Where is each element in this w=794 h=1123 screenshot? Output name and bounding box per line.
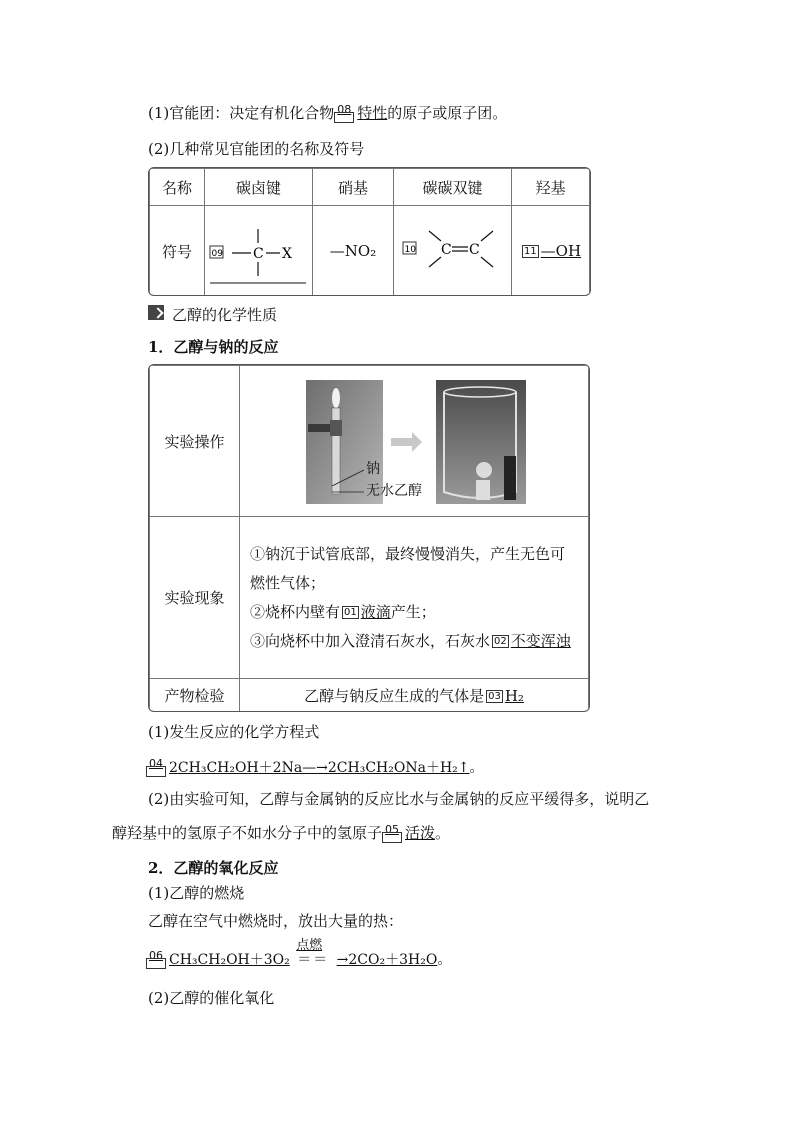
symbol-cell xyxy=(512,206,590,297)
answer-text: 特性 xyxy=(357,104,388,122)
text: 的原子或原子团。 xyxy=(387,104,508,122)
answer-text: 活泼 xyxy=(405,824,436,842)
text: 产生； xyxy=(390,602,436,621)
catalytic-oxidation-title: (2)乙醇的催化氧化 xyxy=(148,989,275,1007)
row-label: 实验操作 xyxy=(150,366,240,517)
answer-text: 2CH₃CH₂OH＋2Na—→2CH₃CH₂ONa＋H₂↑ xyxy=(169,760,470,776)
answer-number-box xyxy=(382,822,402,842)
section-arrow-icon xyxy=(148,305,164,320)
answer-number: 10 xyxy=(404,245,416,255)
svg-text:C: C xyxy=(469,242,480,258)
experiment-photo-cell xyxy=(240,366,589,517)
symbol-cell xyxy=(205,206,313,297)
answer-text: 液滴 xyxy=(360,602,391,621)
answer-number: 03 xyxy=(488,690,501,702)
answer-number-box xyxy=(146,756,166,776)
functional-group-definition xyxy=(148,102,507,124)
text: ②烧杯内壁有 xyxy=(250,602,341,621)
phenomenon-1: ①钠沉于试管底部，最终慢慢消失，产生无色可燃性气体； xyxy=(250,544,566,592)
col-name: 硝基 xyxy=(313,169,394,206)
answer-number: 01 xyxy=(344,606,357,618)
answer-number: 04 xyxy=(149,757,163,770)
answer-text: →2CO₂＋3H₂O xyxy=(336,952,438,968)
reaction-condition: 点燃 ＝＝ xyxy=(294,949,332,971)
equation-2 xyxy=(146,938,452,971)
phenomenon-3 xyxy=(250,627,578,656)
answer-number: 09 xyxy=(211,249,223,259)
subsection-title: 1．乙醇与钠的反应 xyxy=(148,338,279,356)
answer-text: H₂ xyxy=(504,686,524,705)
phenomena-cell xyxy=(240,517,589,679)
answer-number-box xyxy=(334,102,354,122)
col-name: 羟基 xyxy=(512,169,590,206)
carbon-halogen-bond-diagram xyxy=(206,209,311,289)
burn-title: (1)乙醇的燃烧 xyxy=(148,884,245,902)
text: 。 xyxy=(437,952,452,968)
phenomenon-2 xyxy=(250,598,578,627)
carbon-carbon-double-bond-diagram xyxy=(395,209,510,289)
label-leader-lines xyxy=(332,462,372,502)
text: 醇羟基中的氢原子不如水分子中的氢原子 xyxy=(112,824,383,842)
functional-group-table xyxy=(148,167,591,296)
col-name: 碳碳双键 xyxy=(394,169,512,206)
text: (1)官能团：决定有机化合物 xyxy=(148,104,335,122)
equation-1 xyxy=(146,756,484,779)
row-label: 实验现象 xyxy=(150,517,240,679)
answer-text: —OH xyxy=(540,242,582,260)
sodium-label: 钠 xyxy=(366,461,380,477)
answer-number: 11 xyxy=(523,246,537,257)
header-symbol: 符号 xyxy=(150,206,205,297)
text: 乙醇与钠反应生成的气体是 xyxy=(304,686,485,705)
equation-title: (1)发生反应的化学方程式 xyxy=(148,723,320,741)
text: 2CO₂＋3H₂O xyxy=(348,952,438,968)
answer-number: 02 xyxy=(494,635,507,647)
condition-text: 点燃 xyxy=(296,938,323,953)
answer-number: 08 xyxy=(337,103,352,116)
answer-text: CH₃CH₂OH＋3O₂ xyxy=(169,952,290,968)
text: 。 xyxy=(469,760,484,776)
section-title: 乙醇的化学性质 xyxy=(172,306,278,324)
ethanol-sodium-table xyxy=(148,364,590,712)
svg-text:C: C xyxy=(253,246,264,262)
answer-number-box xyxy=(146,948,166,968)
subsection-title: 2．乙醇的氧化反应 xyxy=(148,859,279,877)
paragraph-2-line1: (2)由实验可知，乙醇与金属钠的反应比水与金属钠的反应平缓得多，说明乙 xyxy=(148,790,650,808)
answer-number: 06 xyxy=(149,949,163,962)
answer-text: 不变浑浊 xyxy=(510,631,571,650)
paragraph-2-line2 xyxy=(112,822,450,844)
svg-text:C: C xyxy=(441,242,452,258)
product-cell xyxy=(240,679,589,712)
row-label: 产物检验 xyxy=(150,679,240,712)
answer-number: 05 xyxy=(385,823,400,836)
symbol-cell: —NO₂ xyxy=(313,206,394,297)
text: ③向烧杯中加入澄清石灰水，石灰水 xyxy=(250,631,491,650)
text: 。 xyxy=(435,824,451,842)
ethanol-label: 无水乙醇 xyxy=(366,483,422,499)
col-name: 碳卤键 xyxy=(205,169,313,206)
header-name: 名称 xyxy=(150,169,205,206)
svg-text:X: X xyxy=(282,246,292,262)
burn-description: 乙醇在空气中燃烧时，放出大量的热： xyxy=(148,912,404,930)
symbol-cell xyxy=(394,206,512,297)
functional-group-list-title: (2)几种常见官能团的名称及符号 xyxy=(148,140,365,158)
